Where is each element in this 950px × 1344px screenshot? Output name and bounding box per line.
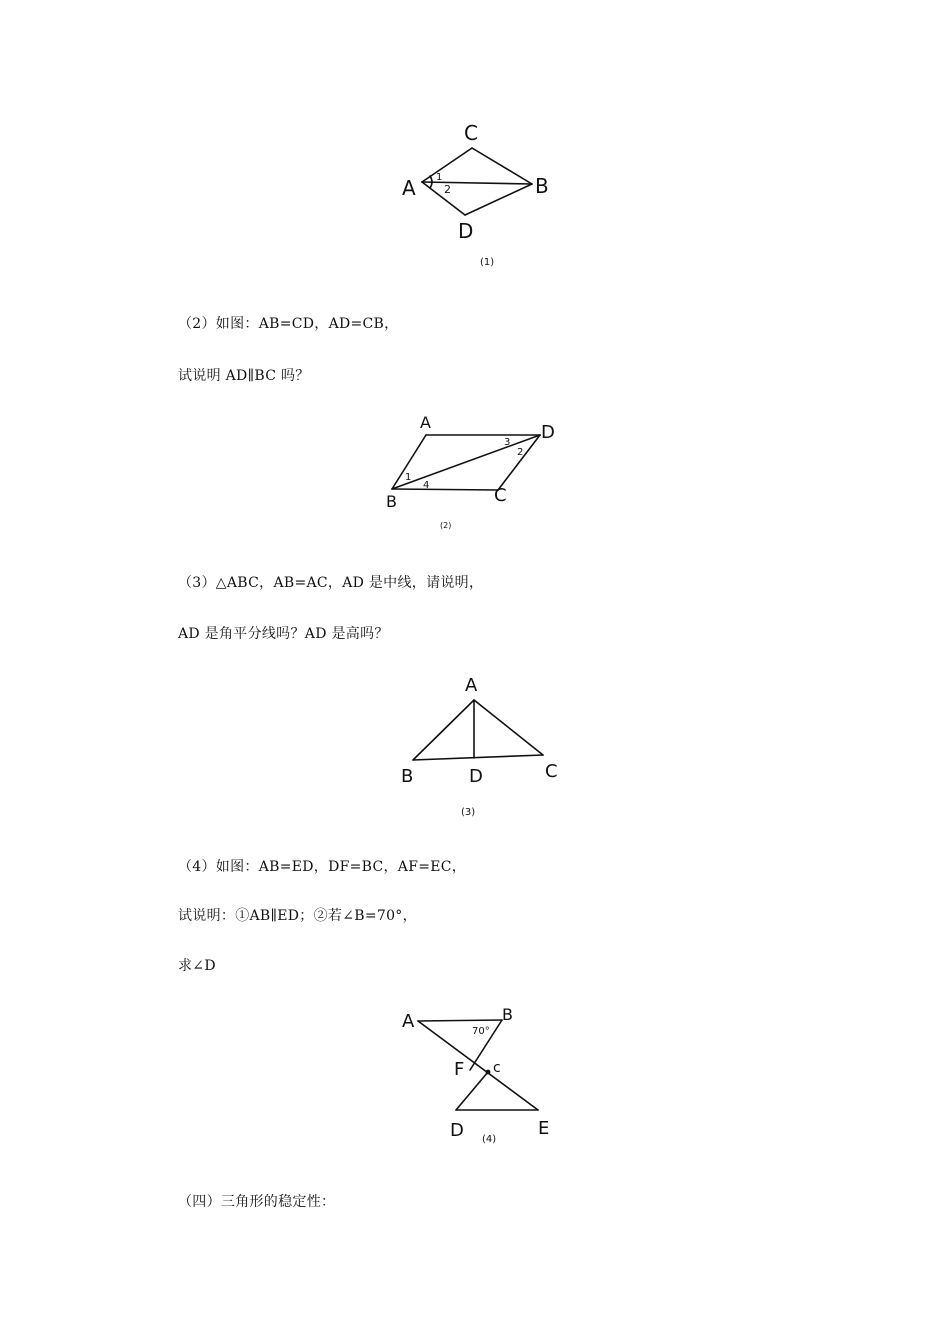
label-a: A — [465, 675, 478, 696]
label-a: A — [420, 413, 431, 432]
segment-ab — [418, 1020, 502, 1021]
figure-4-diagram — [390, 1000, 570, 1160]
segment-ac — [422, 148, 472, 182]
angle-3-label: 3 — [504, 437, 511, 448]
label-b: B — [502, 1005, 513, 1024]
label-b: B — [535, 174, 549, 198]
angle-b-label: 70° — [472, 1026, 490, 1037]
label-b: B — [386, 492, 397, 511]
problem-4-line-1: （4）如图：AB=ED，DF=BC，AF=EC， — [178, 859, 467, 875]
figure-1-diagram — [380, 115, 560, 275]
figure-2-caption: (2) — [440, 521, 452, 530]
label-c: c — [493, 1060, 501, 1076]
angle-4-label: 4 — [423, 480, 430, 491]
figure-4 — [390, 1000, 570, 1160]
segment-bc — [413, 755, 543, 760]
problem-4-line-2: 试说明：①AB∥ED；②若∠B=70°， — [178, 908, 417, 924]
figure-3 — [385, 665, 575, 825]
label-a: A — [402, 1011, 415, 1032]
label-c: C — [545, 761, 558, 782]
segment-ac — [474, 700, 543, 755]
figure-3-diagram — [385, 665, 575, 825]
label-d: D — [450, 1120, 464, 1141]
segment-bd — [392, 435, 540, 489]
problem-3-line-1: （3）△ABC，AB=AC，AD 是中线，请说明， — [178, 575, 484, 591]
problem-4-line-3: 求∠D — [178, 958, 216, 974]
problem-2-line-2: 试说明 AD∥BC 吗？ — [178, 368, 310, 384]
angle-1-label: 1 — [405, 472, 412, 483]
label-c: C — [464, 121, 478, 145]
point-c-dot — [486, 1070, 491, 1075]
angle-2-label: 2 — [444, 183, 451, 196]
figure-4-caption: (4) — [482, 1134, 497, 1145]
label-d: D — [469, 766, 483, 787]
section-heading: （四）三角形的稳定性： — [178, 1194, 336, 1210]
angle-2-label: 2 — [517, 447, 524, 458]
label-d: D — [541, 422, 555, 443]
segment-bc — [392, 489, 498, 490]
figure-1-caption: (1) — [480, 257, 495, 268]
label-a: A — [402, 176, 416, 200]
segment-db — [465, 184, 532, 215]
problem-2-line-1: （2）如图：AB=CD，AD=CB， — [178, 316, 399, 332]
label-d: D — [458, 219, 474, 243]
label-e: E — [538, 1118, 550, 1139]
label-b: B — [401, 766, 414, 787]
figure-3-caption: (3) — [461, 807, 476, 818]
segment-ab — [413, 700, 474, 760]
figure-2 — [380, 410, 580, 540]
problem-3-line-2: AD 是角平分线吗？AD 是高吗？ — [178, 626, 389, 642]
segment-cb — [472, 148, 532, 184]
figure-2-diagram — [380, 410, 580, 540]
label-f: F — [454, 1059, 465, 1080]
figure-1 — [380, 115, 560, 275]
angle-1-label: 1 — [436, 172, 443, 183]
label-c: C — [494, 485, 507, 506]
